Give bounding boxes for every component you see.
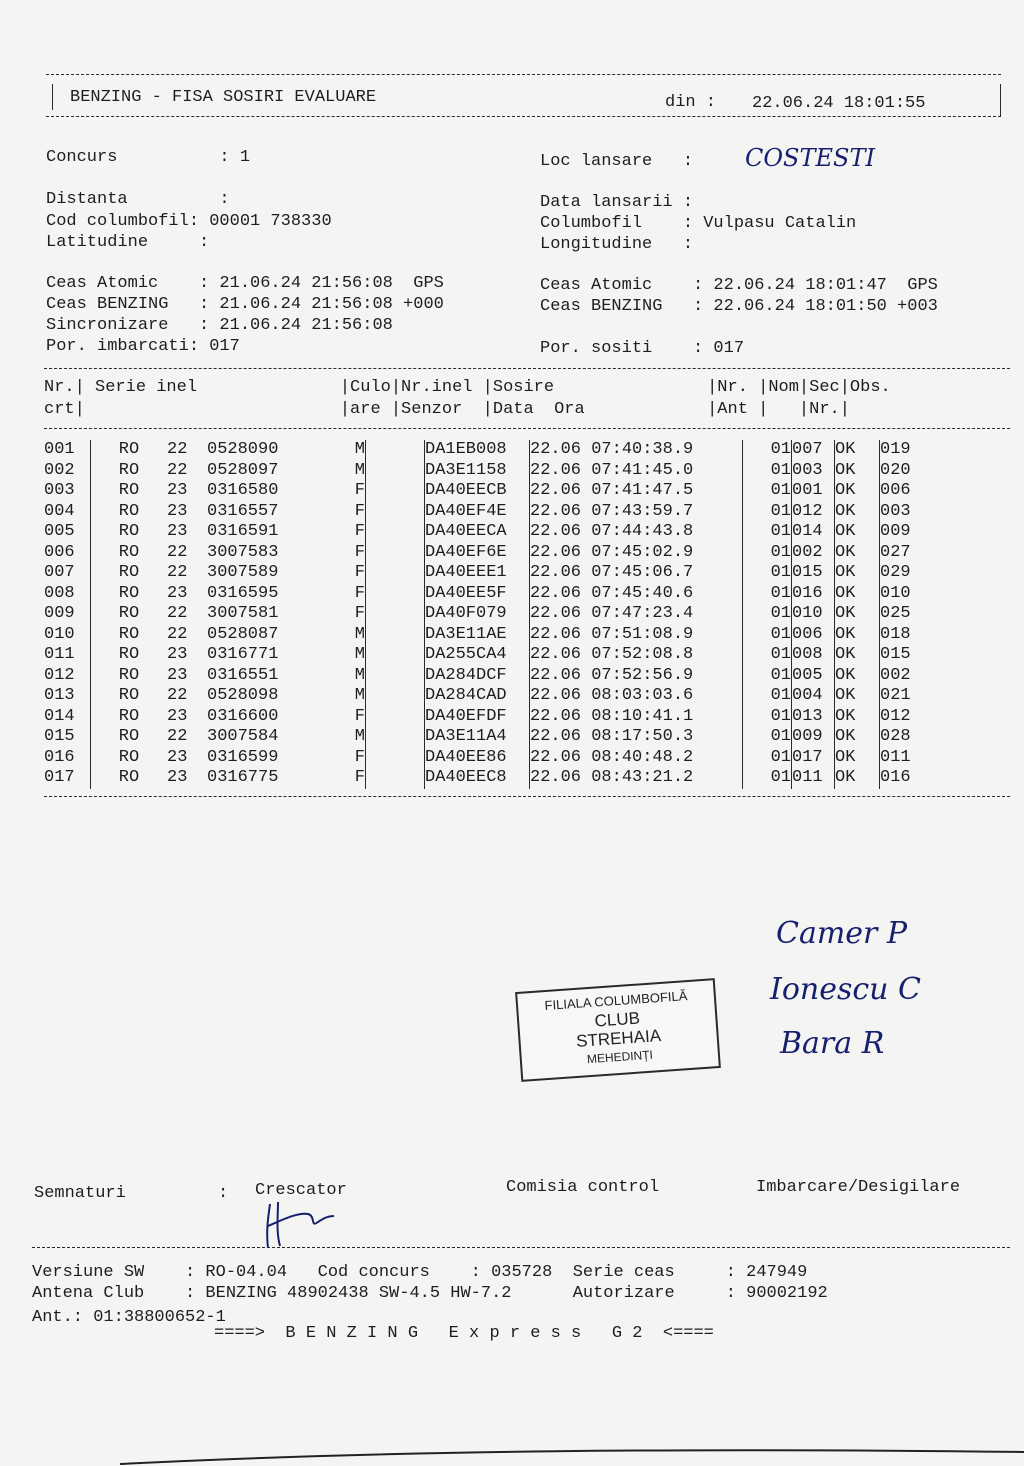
sec-status: OK [835,563,880,584]
arrival-time: 22.06 07:45:06.7 [530,563,743,584]
sheet-title: BENZING - FISA SOSIRI EVALUARE [70,88,377,107]
ring-year: 23 [167,645,188,664]
stamp-line-1: FILIALA COLUMBOFILĂ [544,988,688,1014]
arrival-time: 22.06 07:52:56.9 [530,666,743,687]
antenna-number: 01 [743,563,792,584]
antenna-number: 01 [743,543,792,564]
page-bottom-edge [0,1440,1024,1466]
ring-year: 22 [167,624,188,644]
versiune-line: Versiune SW : RO-04.04 Cod concurs : 035728 Serie ceas : 247949 [32,1263,808,1282]
antenna-number: 01 [743,748,792,769]
arrival-time: 22.06 08:10:41.1 [530,707,743,728]
ring-year: 23 [167,747,188,767]
sec-status: OK [835,461,880,482]
nom-rank: 015 [792,563,835,584]
obs-value: 021 [880,686,911,705]
ring-sex: F [307,604,366,625]
obs-value: 025 [880,604,911,623]
header-right-border [1000,84,1001,116]
table-row [44,645,940,666]
obs-value: 018 [880,624,911,644]
table-row [44,604,940,625]
antenna-number: 01 [743,645,792,666]
cod-columbofil-line: Cod columbofil: 00001 738330 [46,212,332,231]
ring-number: 0528090 [207,440,279,459]
arrival-time: 22.06 07:52:08.8 [530,645,743,666]
sincronizare-line: Sincronizare : 21.06.24 21:56:08 [46,316,393,335]
nom-rank: 002 [792,543,835,564]
ring-color [366,440,425,461]
row-number: 011 [44,645,91,666]
table-row [44,748,940,769]
ring-year: 23 [167,768,188,787]
sensor-ring: DA3E11AE [425,625,530,646]
ring-sex: M [307,666,366,687]
ring-color [366,563,425,584]
ring-sex: F [307,748,366,769]
ring-number: 0316775 [207,768,279,787]
sensor-ring: DA40EFDF [425,707,530,728]
table-row [44,543,940,564]
nom-rank: 009 [792,727,835,748]
crescator-signature-scribble [258,1198,338,1254]
arrival-time: 22.06 08:40:48.2 [530,748,743,769]
sensor-ring: DA284CAD [425,686,530,707]
sensor-ring: DA40EECB [425,481,530,502]
nom-rank: 004 [792,686,835,707]
por-sositi-line: Por. sositi : 017 [540,339,745,358]
sec-status: OK [835,768,880,789]
ring-year: 23 [167,665,188,685]
table-row [44,502,940,523]
benzing-banner: ====> B E N Z I N G E x p r e s s G 2 <==== [214,1324,714,1343]
ring-year: 22 [167,440,188,459]
club-stamp [515,978,721,1082]
columbofil-line: Columbofil : Vulpasu Catalin [540,214,857,233]
ring-sex: F [307,502,366,523]
ring-year: 22 [167,563,188,582]
handwritten-sign-1: Camer P [776,916,908,951]
sensor-ring: DA1EB008 [425,440,530,461]
nom-rank: 017 [792,748,835,769]
imbarcare-label: Imbarcare/Desigilare [756,1178,961,1197]
nom-rank: 005 [792,666,835,687]
ring-color [366,748,425,769]
nom-rank: 008 [792,645,835,666]
por-imbarcati-line: Por. imbarcati: 017 [46,337,240,356]
ring-color [366,666,425,687]
obs-value: 011 [880,747,911,767]
arrival-time: 22.06 08:17:50.3 [530,727,743,748]
ring-country: RO [118,501,140,521]
report-datetime: 22.06.24 18:01:55 [752,94,926,113]
ring-sex: F [307,584,366,605]
table-row [44,625,940,646]
row-number: 003 [44,481,91,502]
ring-country: RO [118,706,140,726]
latitudine-line: Latitudine : [46,233,210,252]
ring-color [366,604,425,625]
obs-value: 009 [880,522,911,541]
arrival-time: 22.06 07:40:38.9 [530,440,743,461]
sensor-ring: DA40EEE1 [425,563,530,584]
sensor-ring: DA255CA4 [425,645,530,666]
arrivals-table [44,440,940,789]
ring-color [366,481,425,502]
sec-status: OK [835,707,880,728]
ring-color [366,502,425,523]
ant-line: Ant.: 01:38800652-1 [32,1308,226,1327]
arrival-time: 22.06 07:51:08.9 [530,625,743,646]
sensor-ring: DA40EECA [425,522,530,543]
footer-rule [32,1247,1010,1248]
obs-value: 028 [880,727,911,746]
sec-status: OK [835,625,880,646]
arrival-time: 22.06 08:43:21.2 [530,768,743,789]
obs-value: 006 [880,481,911,500]
ring-sex: F [307,563,366,584]
ring-country: RO [118,481,140,500]
ring-sex: F [307,522,366,543]
arrival-time: 22.06 07:41:45.0 [530,461,743,482]
ring-year: 23 [167,501,188,521]
arrival-time: 22.06 07:44:43.8 [530,522,743,543]
concurs-line: Concurs : 1 [46,148,251,167]
din-label: din : [665,93,717,112]
ring-sex: F [307,768,366,789]
ring-year: 23 [167,706,188,726]
arrival-time: 22.06 07:45:40.6 [530,584,743,605]
ring-country: RO [118,624,140,644]
arrival-time: 22.06 07:45:02.9 [530,543,743,564]
ring-country: RO [118,747,140,767]
sec-status: OK [835,522,880,543]
antenna-number: 01 [743,666,792,687]
sensor-ring: DA3E1158 [425,461,530,482]
ring-year: 23 [167,481,188,500]
ring-year: 22 [167,542,188,562]
obs-value: 002 [880,665,911,685]
arrival-time: 22.06 08:03:03.6 [530,686,743,707]
ring-number: 0316599 [207,747,279,767]
table-bottom-rule [44,796,1010,797]
ring-number: 0316595 [207,583,279,603]
ring-number: 0316551 [207,665,279,685]
ring-year: 22 [167,686,188,705]
row-number: 002 [44,461,91,482]
ring-number: 3007583 [207,542,279,562]
ceas-benzing-start: Ceas BENZING : 21.06.24 21:56:08 +000 [46,295,444,314]
row-number: 014 [44,707,91,728]
sec-status: OK [835,481,880,502]
ring-country: RO [118,686,140,705]
table-row [44,727,940,748]
stamp-line-2: CLUB [593,1008,641,1031]
obs-value: 016 [880,768,911,787]
header-left-border [52,84,53,110]
arrival-time: 22.06 07:41:47.5 [530,481,743,502]
row-number: 004 [44,502,91,523]
row-number: 008 [44,584,91,605]
antenna-number: 01 [743,625,792,646]
table-row [44,440,940,461]
nom-rank: 016 [792,584,835,605]
ring-country: RO [118,563,140,582]
handwritten-sign-3: Bara R [780,1026,885,1061]
sensor-ring: DA40EE86 [425,748,530,769]
antena-line: Antena Club : BENZING 48902438 SW-4.5 HW-7.2 Autorizare : 90002192 [32,1284,828,1303]
table-row [44,481,940,502]
antenna-number: 01 [743,461,792,482]
ring-sex: M [307,625,366,646]
sec-status: OK [835,543,880,564]
sensor-ring: DA40F079 [425,604,530,625]
table-row [44,768,940,789]
table-row [44,461,940,482]
ring-number: 0528097 [207,460,279,480]
table-header-line1: Nr.| Serie inel |Culo|Nr.inel |Sosire |Nr. |Nom|Sec|Obs. [44,378,891,397]
stamp-line-4: MEHEDINȚI [586,1047,654,1067]
data-lansarii-line: Data lansarii : [540,193,694,212]
ring-sex: F [307,707,366,728]
sec-status: OK [835,686,880,707]
ring-country: RO [118,768,140,787]
ring-sex: F [307,543,366,564]
table-top-rule [44,368,1010,369]
antenna-number: 01 [743,522,792,543]
ring-color [366,645,425,666]
ring-country: RO [118,542,140,562]
ring-color [366,768,425,789]
obs-value: 003 [880,501,911,521]
antenna-number: 01 [743,727,792,748]
sensor-ring: DA3E11A4 [425,727,530,748]
obs-value: 012 [880,706,911,726]
ring-country: RO [118,522,140,541]
longitudine-line: Longitudine : [540,235,694,254]
ring-color [366,461,425,482]
sensor-ring: DA40EE5F [425,584,530,605]
antenna-number: 01 [743,440,792,461]
table-row [44,707,940,728]
ring-number: 0316557 [207,501,279,521]
antenna-number: 01 [743,481,792,502]
ring-sex: M [307,645,366,666]
ring-country: RO [118,440,140,459]
ring-year: 22 [167,604,188,623]
ring-sex: M [307,461,366,482]
loc-lansare-handwritten: COSTESTI [745,144,875,172]
sec-status: OK [835,748,880,769]
header-top-rule [46,74,1001,75]
row-number: 009 [44,604,91,625]
antenna-number: 01 [743,584,792,605]
ring-country: RO [118,583,140,603]
sec-status: OK [835,604,880,625]
ring-number: 3007581 [207,604,279,623]
ring-number: 0316580 [207,481,279,500]
ring-number: 3007589 [207,563,279,582]
row-number: 005 [44,522,91,543]
sec-status: OK [835,666,880,687]
nom-rank: 013 [792,707,835,728]
table-row [44,522,940,543]
nom-rank: 001 [792,481,835,502]
obs-value: 015 [880,645,911,664]
loc-lansare-label: Loc lansare : [540,152,694,171]
table-header-line2: crt| |are |Senzor |Data Ora |Ant | |Nr.| [44,400,850,419]
table-row [44,686,940,707]
nom-rank: 003 [792,461,835,482]
obs-value: 027 [880,542,911,562]
header-bottom-rule [46,116,1001,117]
ring-number: 0316771 [207,645,279,664]
arrival-time: 22.06 07:47:23.4 [530,604,743,625]
ceas-atomic-start: Ceas Atomic : 21.06.24 21:56:08 GPS [46,274,444,293]
semnaturi-label: Semnaturi [34,1184,126,1203]
antenna-number: 01 [743,707,792,728]
ring-color [366,707,425,728]
ring-number: 0316591 [207,522,279,541]
sec-status: OK [835,440,880,461]
ring-color [366,686,425,707]
nom-rank: 014 [792,522,835,543]
row-number: 013 [44,686,91,707]
row-number: 012 [44,666,91,687]
ring-year: 23 [167,522,188,541]
semnaturi-colon: : [218,1184,229,1203]
ring-number: 0316600 [207,706,279,726]
ring-country: RO [118,727,140,746]
ring-sex: F [307,481,366,502]
sensor-ring: DA284DCF [425,666,530,687]
antenna-number: 01 [743,502,792,523]
ring-color [366,522,425,543]
obs-value: 019 [880,440,911,459]
ring-sex: M [307,727,366,748]
sec-status: OK [835,584,880,605]
ring-number: 0528098 [207,686,279,705]
ring-color [366,584,425,605]
ring-year: 23 [167,583,188,603]
nom-rank: 007 [792,440,835,461]
antenna-number: 01 [743,768,792,789]
row-number: 007 [44,563,91,584]
ring-color [366,543,425,564]
ring-country: RO [118,604,140,623]
ring-year: 22 [167,460,188,480]
ceas-benzing-end: Ceas BENZING : 22.06.24 18:01:50 +003 [540,297,938,316]
comisia-label: Comisia control [506,1178,660,1197]
sec-status: OK [835,502,880,523]
ring-number: 0528087 [207,624,279,644]
antenna-number: 01 [743,604,792,625]
row-number: 001 [44,440,91,461]
crescator-label: Crescator [255,1181,347,1200]
obs-value: 010 [880,583,911,603]
sec-status: OK [835,645,880,666]
arrival-time: 22.06 07:43:59.7 [530,502,743,523]
table-row [44,563,940,584]
nom-rank: 012 [792,502,835,523]
ring-year: 22 [167,727,188,746]
row-number: 016 [44,748,91,769]
row-number: 006 [44,543,91,564]
obs-value: 020 [880,460,911,480]
handwritten-sign-2: Ionescu C [770,972,921,1007]
sensor-ring: DA40EF4E [425,502,530,523]
distanta-line: Distanta : [46,190,230,209]
row-number: 017 [44,768,91,789]
nom-rank: 010 [792,604,835,625]
sensor-ring: DA40EEC8 [425,768,530,789]
sensor-ring: DA40EF6E [425,543,530,564]
antenna-number: 01 [743,686,792,707]
table-row [44,584,940,605]
row-number: 010 [44,625,91,646]
ring-country: RO [118,460,140,480]
ring-color [366,727,425,748]
ring-country: RO [118,645,140,664]
table-header-rule [44,428,1010,429]
ceas-atomic-end: Ceas Atomic : 22.06.24 18:01:47 GPS [540,276,938,295]
ring-sex: M [307,440,366,461]
ring-number: 3007584 [207,727,279,746]
ring-sex: M [307,686,366,707]
nom-rank: 006 [792,625,835,646]
nom-rank: 011 [792,768,835,789]
row-number: 015 [44,727,91,748]
sec-status: OK [835,727,880,748]
table-row [44,666,940,687]
ring-color [366,625,425,646]
stamp-line-3: STREHAIA [575,1026,662,1051]
ring-country: RO [118,665,140,685]
obs-value: 029 [880,563,911,582]
